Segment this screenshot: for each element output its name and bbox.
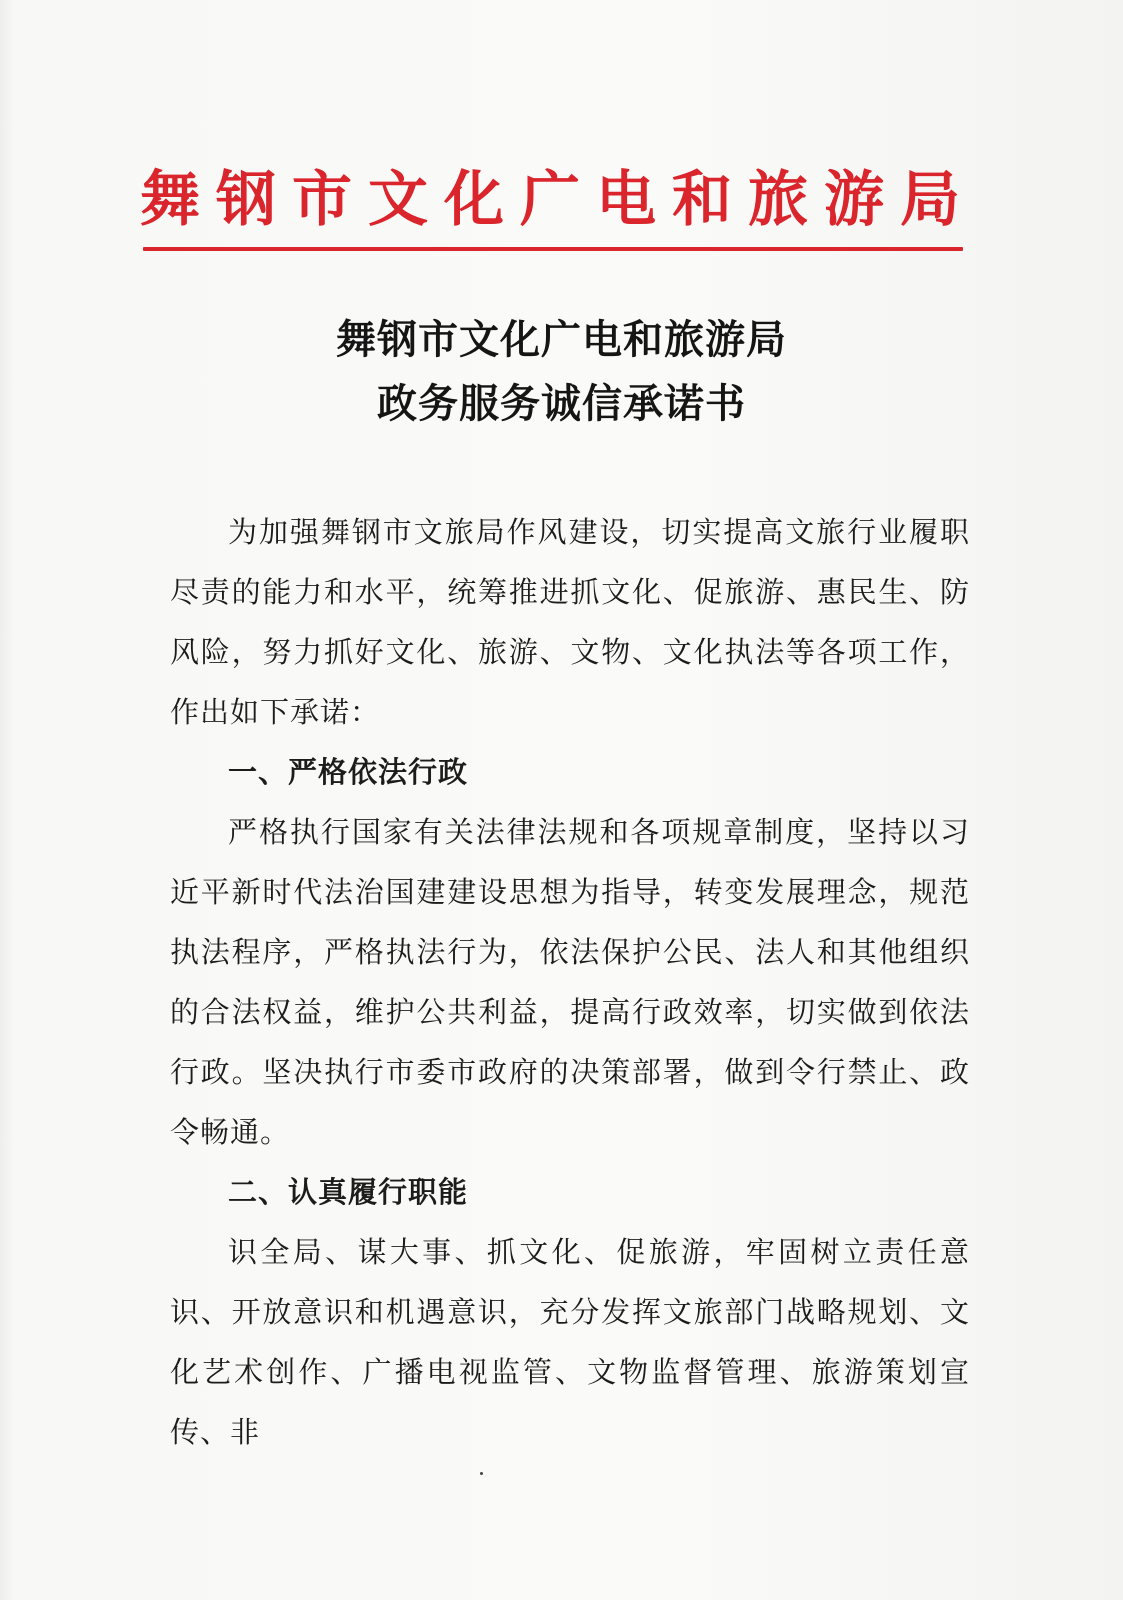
letterhead-org-name: 舞钢市文化广电和旅游局 (140, 165, 976, 235)
document-body (170, 502, 970, 1462)
section2-paragraph: 识全局、谋大事、抓文化、促旅游，牢固树立责任意识、开放意识和机遇意识，充分发挥文旅部门战略规划、文化艺术创作、广播电视监管、文物监督管理、旅游策划宣传、非 (170, 1235, 970, 1449)
section1-heading: 一、严格依法行政 (228, 755, 469, 789)
section1-paragraph: 严格执行国家有关法律法规和各项规章制度，坚持以习近平新时代法治国建建设思想为指导，转变发展理念，规范执法程序，严格执法行为，依法保护公民、法人和其他组织的合法权益，维护公共利益，提高行政效率，切实做到依法行政。坚决执行市委市政府的决策部署，做到令行禁止、政令畅通。 (170, 815, 970, 1149)
section2-heading: 二、认真履行职能 (228, 1175, 469, 1209)
document-title-line2: 政务服务诚信承诺书 (377, 380, 746, 427)
letterhead-red-rule (143, 247, 963, 251)
intro-paragraph: 为加强舞钢市文旅局作风建设，切实提高文旅行业履职尽责的能力和水平，统筹推进抓文化、促旅游、惠民生、防风险，努力抓好文化、旅游、文物、文化执法等各项工作，作出如下承诺： (170, 515, 970, 729)
scan-speck (480, 1472, 483, 1475)
document-title-line1: 舞钢市文化广电和旅游局 (336, 316, 787, 363)
